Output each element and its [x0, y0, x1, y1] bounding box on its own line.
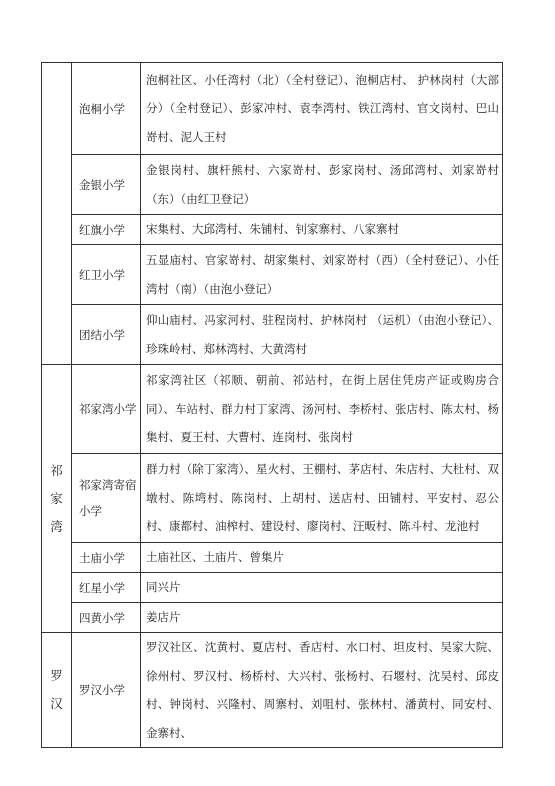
enrollment-area-cell: 群力村（除丁家湾）、星火村、王棚村、茅店村、朱店村、大杜村、双墩村、陈塆村、陈岗村、上胡村、送店村、田铺村、平安村、忍公村、康都村、油榨村、建设村、廖岗村、汪畈村、陈斗村、龙池村 — [141, 454, 503, 543]
table-row — [42, 454, 503, 543]
school-name-cell: 祁家湾寄宿小学 — [72, 454, 141, 543]
town-name-char: 家 — [50, 490, 63, 506]
town-name-vertical — [42, 457, 71, 541]
town-cell-luohan — [42, 633, 72, 748]
school-name-cell: 团结小学 — [72, 305, 141, 365]
school-name-cell: 金银小学 — [72, 155, 141, 215]
enrollment-area-cell: 五显庙村、官家嵜村、胡家集村、刘家嵜村（西）（全村登记）、小任湾村（南）（由泡小登记） — [141, 245, 503, 305]
enrollment-area-cell: 罗汉社区、沈黄村、夏店村、香店村、水口村、坦皮村、吴家大院、徐州村、罗汉村、杨桥村、大兴村、张杨村、石堰村、沈吴村、邱皮村、钟岗村、兴隆村、周寨村、刘咀村、张林村、潘黄村、同安村、金寨村、 — [141, 633, 503, 748]
school-name-cell: 土庙小学 — [72, 543, 141, 573]
school-name-cell: 红星小学 — [72, 573, 141, 603]
school-name-cell: 四黄小学 — [72, 603, 141, 633]
table-row — [42, 573, 503, 603]
town-name-char: 汉 — [50, 696, 63, 711]
table-row — [42, 633, 503, 748]
town-name-vertical — [42, 662, 71, 718]
school-name-cell: 罗汉小学 — [72, 633, 141, 748]
enrollment-area-cell: 金银岗村、旗杆熊村、六家嵜村、彭家岗村、汤邱湾村、刘家嵜村（东）（由红卫登记） — [141, 155, 503, 215]
school-name-cell: 祁家湾小学 — [72, 365, 141, 454]
enrollment-area-cell: 土庙社区、土庙片、曾集片 — [141, 543, 503, 573]
town-cell-qijiawan — [42, 365, 72, 633]
school-name-cell: 红旗小学 — [72, 215, 141, 245]
enrollment-area-cell: 泡桐社区、小任湾村（北）（全村登记）、泡桐店村、 护林岗村（大部分）（全村登记）、彭家冲村、袁李湾村、铁江湾村、官文岗村、巴山嵜村、泥人王村 — [141, 63, 503, 155]
table-row — [42, 155, 503, 215]
enrollment-area-cell: 祁家湾社区（祁顺、朝前、祁站村，在街上居住凭房产证或购房合同）、车站村、群力村丁家湾、汤河村、李桥村、张店村、陈太村、杨集村、夏王村、大曹村、连岗村、张岗村 — [141, 365, 503, 454]
table-row — [42, 305, 503, 365]
school-name-cell: 泡桐小学 — [72, 63, 141, 155]
table-row — [42, 543, 503, 573]
town-name-char: 祁 — [50, 462, 63, 478]
table-row — [42, 215, 503, 245]
table-row — [42, 365, 503, 454]
table-row — [42, 245, 503, 305]
enrollment-area-cell: 宋集村、大邱湾村、朱铺村、钊家寨村、八家寨村 — [141, 215, 503, 245]
town-name-char: 湾 — [50, 518, 63, 534]
school-name-cell: 红卫小学 — [72, 245, 141, 305]
enrollment-area-cell: 同兴片 — [141, 573, 503, 603]
enrollment-area-cell: 仰山庙村、冯家河村、驻程岗村、护林岗村 （运机）（由泡小登记）、珍珠岭村、郑林湾村、大黄湾村 — [141, 305, 503, 365]
town-cell-paotong — [42, 63, 72, 365]
town-name-char: 罗 — [50, 668, 63, 683]
table-row — [42, 603, 503, 633]
school-district-table — [41, 62, 503, 748]
table-row — [42, 63, 503, 155]
enrollment-area-cell: 姜店片 — [141, 603, 503, 633]
